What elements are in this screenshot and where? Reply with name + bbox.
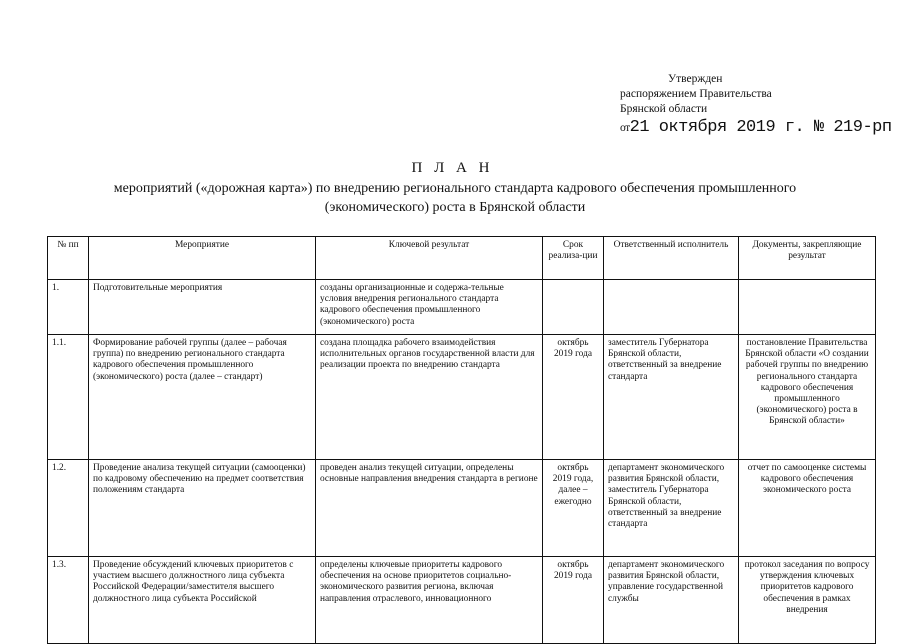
plan-subtitle-line-2: (экономического) роста в Брянской области (324, 200, 586, 215)
approval-title: Утвержден (668, 73, 723, 85)
row-activity: Подготовительные мероприятия (89, 280, 316, 335)
header-result: Ключевой результат (316, 237, 543, 280)
row-term (543, 280, 604, 335)
row-term: октябрь 2019 года, далее – ежегодно (543, 460, 604, 557)
row-docs (739, 280, 876, 335)
row-docs: протокол заседания по вопросу утверждения ключевых приоритетов кадрового обеспечения в рамках внедрения (739, 557, 876, 644)
roadmap-table (47, 236, 876, 644)
header-responsible: Ответственный исполнитель (604, 237, 739, 280)
table-row (48, 460, 876, 557)
row-activity: Проведение анализа текущей ситуации (самооценки) по кадровому обеспечению на предмет соответствия положениям стандарта (89, 460, 316, 557)
row-result: определены ключевые приоритеты кадрового обеспечения на основе приоритетов социально-экономического развития региона, включая направления отраслевого, инновационного (316, 557, 543, 644)
approval-date-value: 21 октября 2019 г. № 219-рп (629, 118, 892, 137)
row-result: создана площадка рабочего взаимодействия исполнительных органов государственной власти для реализации проекта по внедрению стандарта (316, 335, 543, 460)
row-result: проведен анализ текущей ситуации, определены основные направления внедрения стандарта в регионе (316, 460, 543, 557)
row-responsible: заместитель Губернатора Брянской области, ответственный за внедрение стандарта (604, 335, 739, 460)
row-result: созданы организационные и содержа-тельные условия внедрения регионального стандарта кадрового обеспечения промышленного (экономического) роста (316, 280, 543, 335)
plan-subtitle-line-1: мероприятий («дорожная карта») по внедрению регионального стандарта кадрового обеспечения промышленного (113, 181, 797, 196)
header-term: Срок реализа-ции (543, 237, 604, 280)
row-responsible: департамент экономического развития Брянской области, управление государственной службы (604, 557, 739, 644)
approval-line-1: распоряжением Правительства (620, 88, 772, 100)
row-num: 1.1. (48, 335, 89, 460)
table-row (48, 280, 876, 335)
table-row (48, 335, 876, 460)
row-responsible (604, 280, 739, 335)
row-docs: постановление Правительства Брянской области «О создании рабочей группы по внедрению регионального стандарта кадрового обеспечения промышленного (экономического) роста в Брянской области» (739, 335, 876, 460)
row-responsible: департамент экономического развития Брянской области, заместитель Губернатора Брянской области, ответственный за внедрение стандарта (604, 460, 739, 557)
approval-block (620, 72, 892, 138)
header-activity: Мероприятие (89, 237, 316, 280)
row-num: 1.3. (48, 557, 89, 644)
row-term: октябрь 2019 года (543, 557, 604, 644)
row-num: 1.2. (48, 460, 89, 557)
plan-title: П Л А Н (411, 160, 494, 176)
row-activity: Проведение обсуждений ключевых приоритетов с участием высшего должностного лица субъекта Российской Федерации/заместителя высшего должностного лица субъекта Российской (89, 557, 316, 644)
row-term: октябрь 2019 года (543, 335, 604, 460)
approval-date (620, 118, 892, 138)
table-header-row (48, 237, 876, 280)
row-num: 1. (48, 280, 89, 335)
row-docs: отчет по самооценке системы кадрового обеспечения экономического роста (739, 460, 876, 557)
header-docs: Документы, закрепляющие результат (739, 237, 876, 280)
approval-date-prefix: от (620, 122, 630, 134)
row-activity: Формирование рабочей группы (далее – рабочая группа) по внедрению регионального стандарта кадрового обеспечения промышленного (экономического) роста (далее – стандарт) (89, 335, 316, 460)
header-num: № пп (48, 237, 89, 280)
table-row (48, 557, 876, 644)
approval-line-2: Брянской области (620, 103, 708, 115)
plan-subtitle (60, 179, 850, 217)
